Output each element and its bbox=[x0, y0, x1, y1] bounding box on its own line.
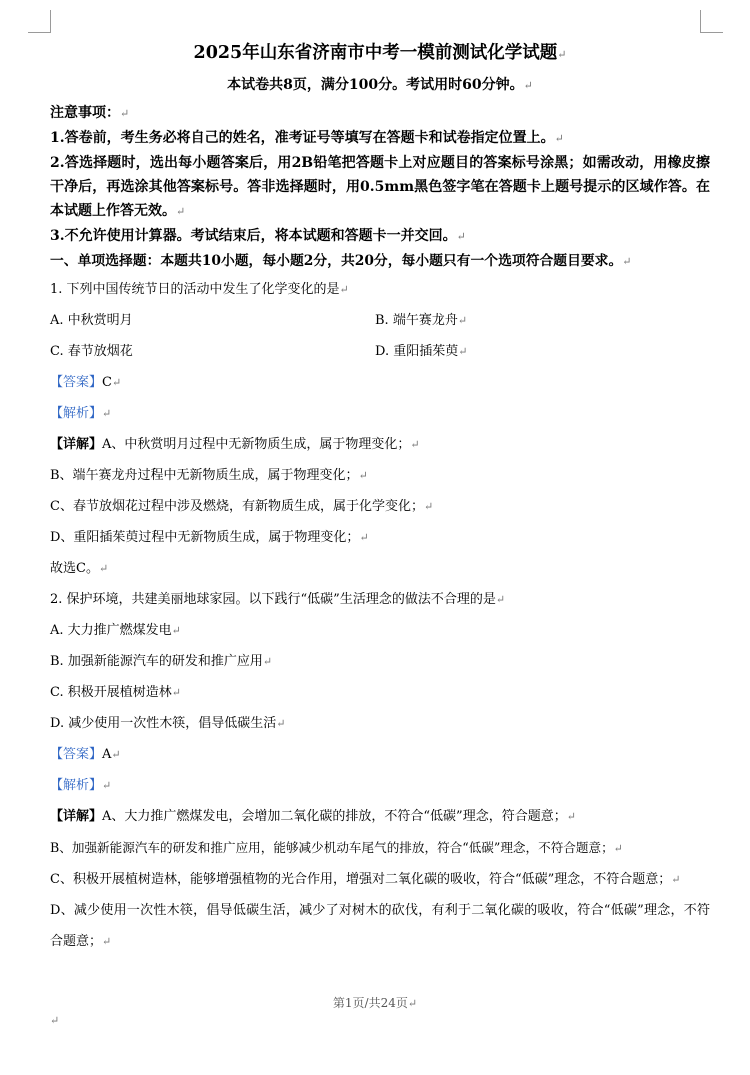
question-2-detail-line: C、积极开展植树造林，能够增强植物的光合作用，增强对二氧化碳的吸收，符合“低碳”理念，不符合题意；↵ bbox=[50, 872, 681, 887]
note-item: 2.答选择题时，选出每小题答案后，用2B铅笔把答题卡上对应题目的答案标号涂黑；如需改动，用橡皮擦干净后，再选涂其他答案标号。答非选择题时，用0.5mm黑色签字笔在答题卡上题号提示的区域作答。在本试题上作答无效。↵ bbox=[50, 155, 710, 219]
option-b: B. 加强新能源汽车的研发和推广应用↵ bbox=[50, 654, 273, 669]
question-2-detail-line: 【详解】A、大力推广燃煤发电，会增加二氧化碳的排放，不符合“低碳”理念，符合题意；↵ bbox=[50, 809, 576, 824]
question-2-detail-line: B、加强新能源汽车的研发和推广应用，能够减少机动车尾气的排放，符合“低碳”理念，不符合题意；↵ bbox=[50, 840, 623, 855]
document-title: 2025年山东省济南市中考一模前测试化学试题↵ bbox=[193, 43, 567, 63]
document-subtitle: 本试卷共8页，满分100分。考试用时60分钟。↵ bbox=[227, 77, 533, 93]
page-number-footer: 第1页/共24页↵ bbox=[332, 996, 418, 1010]
option-c: C. 积极开展植树造林↵ bbox=[50, 685, 181, 700]
question-2-detail-line: D、减少使用一次性木筷，倡导低碳生活，减少了对树木的砍伐，有利于二氧化碳的吸收，符合“低碳”理念，不符合题意；↵ bbox=[50, 903, 710, 949]
question-2-stem: 2. 保护环境，共建美丽地球家园。以下践行“低碳”生活理念的做法不合理的是↵ bbox=[50, 592, 506, 607]
question-1-stem: 1. 下列中国传统节日的活动中发生了化学变化的是↵ bbox=[50, 282, 349, 297]
option-b: B. 端午赛龙舟↵ bbox=[375, 313, 468, 328]
notes-heading: 注意事项：↵ bbox=[50, 105, 130, 121]
question-1-conclusion: 故选C。↵ bbox=[50, 561, 109, 576]
option-c: C. 春节放烟花 bbox=[50, 344, 133, 359]
option-d: D. 减少使用一次性木筷，倡导低碳生活↵ bbox=[50, 716, 286, 731]
note-item: 1.答卷前，考生务必将自己的姓名，准考证号等填写在答题卡和试卷指定位置上。↵ bbox=[50, 130, 564, 146]
question-1-options-row-2 bbox=[50, 336, 710, 367]
option-d: D. 重阳插茱萸↵ bbox=[375, 344, 468, 359]
crop-mark-top-right bbox=[700, 10, 723, 33]
question-1-options-row-1 bbox=[50, 305, 710, 336]
note-item: 3.不允许使用计算器。考试结束后，将本试题和答题卡一并交回。↵ bbox=[50, 228, 466, 244]
question-2-analysis-label: 【解析】↵ bbox=[50, 778, 112, 793]
option-a: A. 大力推广燃煤发电↵ bbox=[50, 623, 181, 638]
question-1-detail-line: C、春节放烟花过程中涉及燃烧，有新物质生成，属于化学变化；↵ bbox=[50, 499, 434, 514]
paragraph-mark: ↵ bbox=[50, 1014, 60, 1027]
question-1-answer: 【答案】C↵ bbox=[50, 375, 122, 390]
question-1-detail-line: B、端午赛龙舟过程中无新物质生成，属于物理变化；↵ bbox=[50, 468, 368, 483]
option-a: A. 中秋赏明月 bbox=[50, 313, 133, 328]
question-1-detail-line: 【详解】A、中秋赏明月过程中无新物质生成，属于物理变化；↵ bbox=[50, 437, 420, 452]
question-1-analysis-label: 【解析】↵ bbox=[50, 406, 112, 421]
document-body bbox=[50, 40, 710, 957]
section-heading: 一、单项选择题：本题共10小题，每小题2分，共20分，每小题只有一个选项符合题目要求。↵ bbox=[50, 253, 632, 269]
crop-mark-top-left bbox=[28, 10, 51, 33]
question-1-detail-line: D、重阳插茱萸过程中无新物质生成，属于物理变化；↵ bbox=[50, 530, 369, 545]
question-2-answer: 【答案】A↵ bbox=[50, 747, 121, 762]
